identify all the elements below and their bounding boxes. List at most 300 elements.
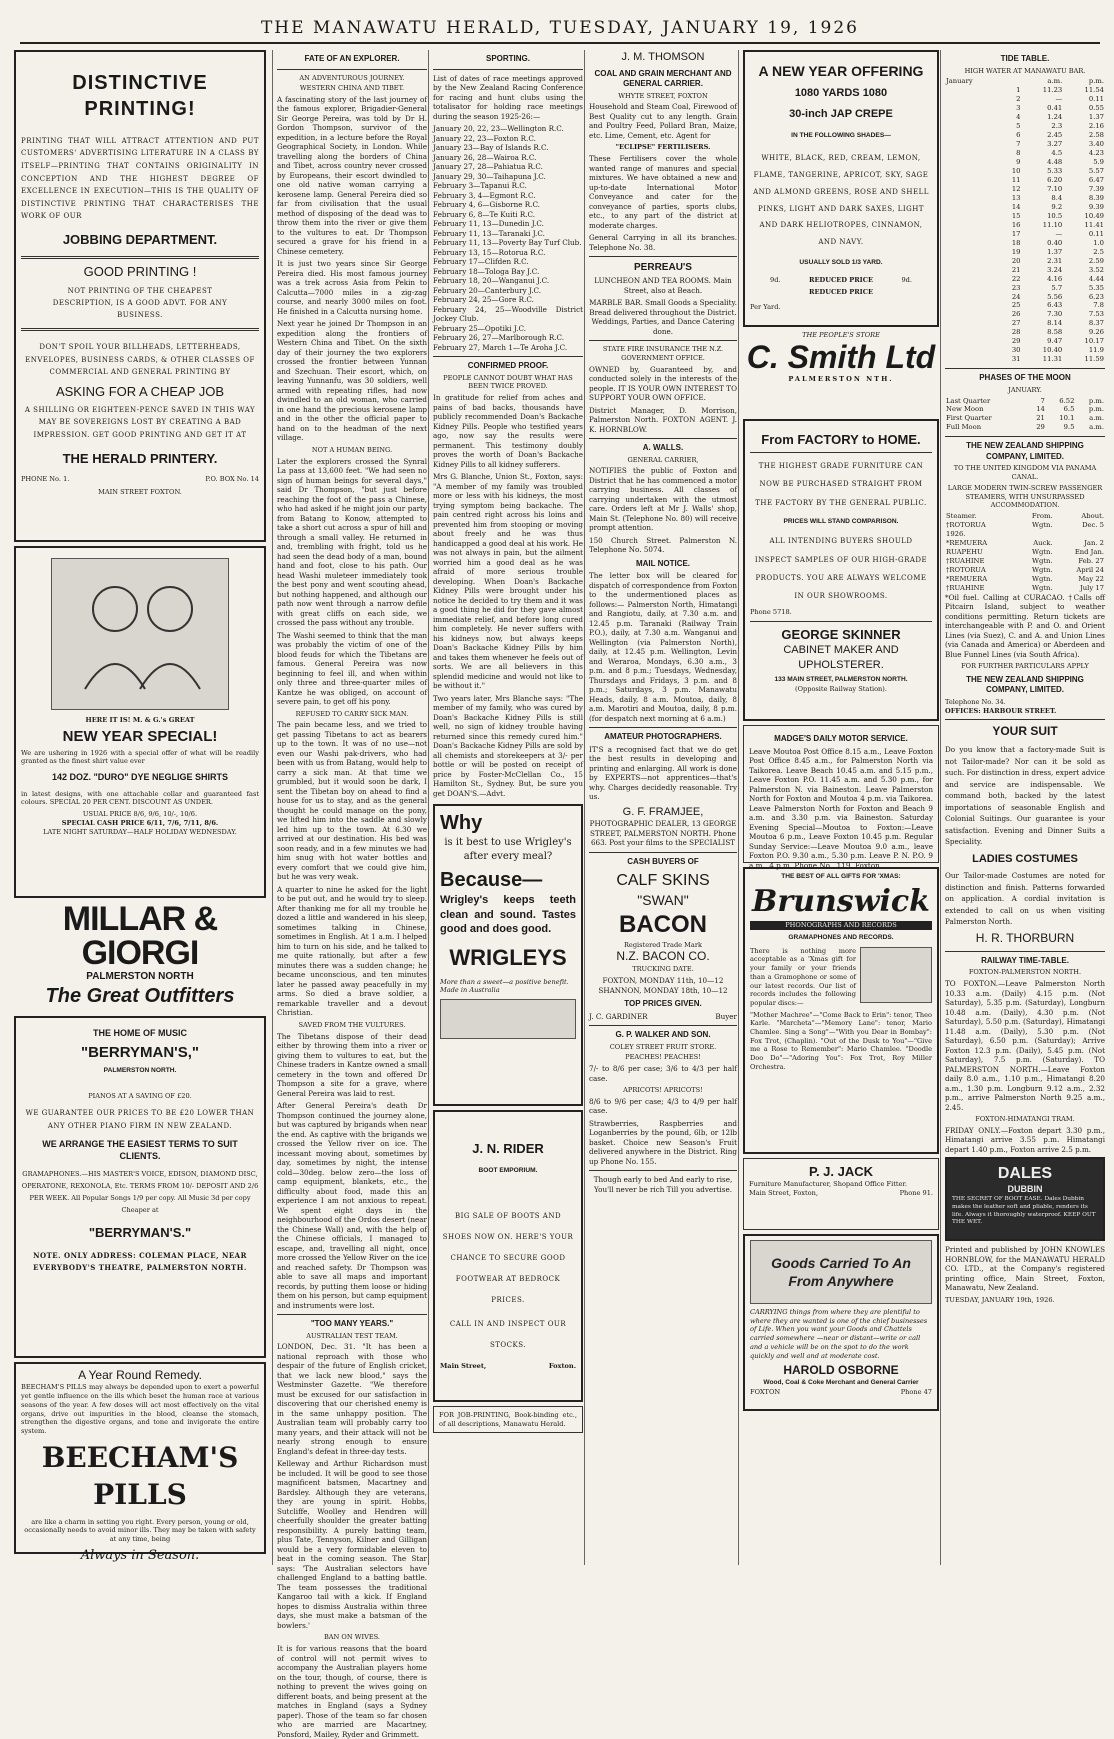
moon-cell: a.m.: [1089, 414, 1104, 423]
moon-cell: a.m.: [1089, 423, 1104, 432]
logo-text: MILLAR & GIORGI: [62, 900, 218, 972]
tide-am: 9.47: [1047, 337, 1063, 346]
ship-cell: End Jan.: [1074, 547, 1104, 556]
shipping-table: [945, 512, 1105, 593]
ship-cell: Jan. 2: [1084, 538, 1104, 547]
ship-row: [945, 557, 1105, 566]
tide-pm: 11.41: [1084, 220, 1104, 229]
ad-address: Main Street, Foxton,: [749, 1188, 818, 1197]
ad-town: FOXTON: [750, 1387, 781, 1396]
article-paragraph: Next year he joined Dr Thompson in an expedition along the frontiers of Western China and Tibet. On the sixth day of their journey the two explorers crossed the frontier between Yunnan and Szechuan. Their escort, which, on leaving Yunnanfu, was 30 soldiers, well armed with repeating rifles, had now dwindled to an old woman, who carried in one hand the precious kerosene lamp and in the other the official paper to hand on to the headman of the next village.: [277, 319, 427, 443]
tide-pm: 4.44: [1088, 274, 1104, 283]
address: MAIN STREET FOXTON.: [98, 487, 182, 496]
ad-subtitle: USUALLY SOLD 1/3 YARD.: [799, 258, 883, 266]
price: 9d.: [901, 275, 912, 284]
ship-cell: Feb. 27: [1078, 556, 1104, 565]
distinctive-printing-ad: [14, 50, 266, 542]
ship-cell: Wgtn.: [1031, 565, 1053, 574]
race-date-item: January 29, 30—Taihapuna J.C.: [433, 171, 546, 181]
race-date-item: February 11, 13—Taranaki J.C.: [433, 228, 545, 238]
ship-row: [945, 584, 1105, 593]
ad-body: NOT PRINTING OF THE CHEAPEST DESCRIPTION, IS A GOOD ADVT. FOR ANY BUSINESS.: [52, 287, 228, 320]
ad-body: Do you know that a factory-made Suit is not Tailor-made? Nor can it be sold as such. For distinction in dress, expert advice and service are indispensable. We command both, backed by the latest importations of seasonable English and Colonial Suitings. Our guarantee is your satisfaction. Evening and Dinner Suits a Speciality.: [945, 745, 1105, 847]
moon-cell: 9.5: [1063, 423, 1075, 432]
article-subhead: AUSTRALIAN TEST TEAM.: [306, 1331, 398, 1340]
per-yard: Per Yard.: [750, 303, 781, 312]
ad-body: BEECHAM'S PILLS may always be depended upon to exert a powerful yet gentle influence on the ills which beset the human race at various seasons of the year. A few doses will act most effectively on the vital organs, drive out impurities in the blood, cleanse the stomach, strengthen the digestive organs, and tone and invigorate the entire system.: [21, 1383, 259, 1435]
tide-day: 4: [1016, 113, 1021, 122]
moon-cell: 6.52: [1059, 396, 1075, 405]
tide-pm: 10.49: [1084, 211, 1104, 220]
shipping-route: TO THE UNITED KINGDOM VIA PANAMA CANAL.: [953, 464, 1097, 482]
ad-title: G. P. WALKER AND SON.: [615, 1030, 711, 1040]
moon-cell: 7: [1040, 396, 1045, 405]
job-printing-notice: FOR JOB-PRINTING, Book-binding etc., of all descriptions, Manawatu Herald.: [433, 1406, 583, 1433]
tide-subtitle: HIGH WATER AT MANAWATU BAR.: [964, 66, 1086, 75]
logo-top: THE PEOPLE'S STORE: [802, 331, 880, 339]
logo-sub: PHONOGRAPHS AND RECORDS: [750, 921, 932, 930]
ad-address: WHYTE STREET, FOXTON: [618, 91, 708, 100]
tide-am: 2.3: [1051, 122, 1063, 131]
ad-heading: TOP PRICES GIVEN.: [624, 999, 702, 1008]
ad-phone: Phone 91.: [899, 1188, 933, 1197]
portrait-icon: [65, 569, 215, 699]
tide-row: [945, 131, 1105, 140]
buyer-name: J. C. GARDINER: [589, 1011, 648, 1021]
ad-subtitle: Wood, Coal & Coke Merchant and General Carrier: [763, 1379, 919, 1387]
tide-am: 5.7: [1051, 283, 1063, 292]
ad-body: 7/- to 8/6 per case; 3/6 to 4/3 per half case.: [589, 1064, 737, 1083]
race-date-item: February 3, 4—Egmont R.C.: [433, 190, 536, 200]
ad-body: DON'T SPOIL YOUR BILLHEADS, LETTERHEADS, ENVELOPES, BUSINESS CARDS, & OTHER CLASSES OF COMMERCIAL AND GENERAL PRINTING BY: [25, 342, 255, 377]
ad-body: Made in Australia: [440, 986, 500, 995]
article-paragraph: In gratitude for relief from aches and pains of bad backs, thousands have publicly recommended Doan's Backache Kidney Pills. People who testified years ago, now say the results were permanent. This testimony doubly proves the worth of Doan's Backache Kidney Pills to all kidney sufferers.: [433, 393, 583, 469]
article-paragraph: It is for various reasons that the board of control will not permit wives to accompany the Australian players home on the tour, though, of course, there is nothing to prevent the wives going on different boats, and being present at the matches in England (says a Sydney paper). Those of the team so far chosen who are married are Macartney, Ponsford, Mailey, Ryder and Grimmett.: [277, 1644, 427, 1739]
race-date-item: January 26, 28—Wairoa R.C.: [433, 152, 537, 162]
millar-giorgi-ad: [14, 546, 266, 898]
race-date-item: January 22, 23—Foxton R.C.: [433, 133, 536, 143]
tide-pm: 6.23: [1088, 292, 1104, 301]
article-paragraph: LONDON, Dec. 31. "It has been a national reproach with those who despair of the future of English cricket, that we lack new blood," says the Westminster Gazette. "We therefore must be excused for our satisfaction in discovering that our cherished enemy is in the same unhappy position. The Australian team will probably carry too many years, and their attack will not be nearly strong enough to ensure England's defeat in three-day tests.: [277, 1342, 427, 1456]
ad-heading: THE HOME OF MUSIC: [93, 1027, 187, 1038]
tide-day: 19: [1011, 247, 1021, 256]
ad-heading: ASKING FOR A CHEAP JOB: [55, 383, 225, 399]
ship-cell: [1054, 530, 1105, 539]
tide-row: [945, 203, 1105, 212]
notice-body: The letter box will be cleared for dispatch of correspondence from Foxton to the undermentioned places as follows:— Palmerston North, Himatangi and Rangiotu, daily, at 7.30 a.m. and 12.45 p.m. Taranaki (Railway Train P.O.), daily, at 7.30 a.m. Wanganui and Wellington (via Palmerston North), daily, at 12.45 p.m. Wellington, Levin and Weraroa, Mondays, 6.30 a.m., 3 p.m. and 8 p.m.; Tuesdays, Wednesday, Thursdays and Fridays, 3 p.m. and 8 p.m.; Saturdays, 3 p.m. Manawatu Heads, daily, 8 a.m. Moutoa, daily, 8 a.m. Marotiri and Moutoa, daily, 8 p.m. (for despatch next morning at 6 a.m.): [589, 571, 737, 723]
ad-heading: PRICES WILL STAND COMPARISON.: [783, 517, 899, 525]
tide-day: 21: [1011, 265, 1021, 274]
ad-title: A. WALLS.: [642, 443, 684, 453]
ship-row: [945, 566, 1105, 575]
ad-place: PALMERSTON NORTH.: [103, 1067, 177, 1075]
tide-am: 11.31: [1042, 355, 1063, 364]
ad-title: LADIES COSTUMES: [972, 852, 1078, 865]
shipping-offices: OFFICES: HARBOUR STREET.: [945, 706, 1057, 715]
article-paragraph: Two years later, Mrs Blanche says: "The member of my family, who was cured by Doan's Backache Kidney Pills is still well, no sign of kidney trouble having returned since this remedy cured him." Doan's Backache Kidney Pills are sold by all chemists and storekeepers at 3/- per bottle or will be posted on receipt of price by Foster-McClellan Co., 15 Hamilton St., Sydney. But, be sure you get DOAN'S.—Advt.: [433, 693, 583, 798]
ship-cell: Wgtn.: [1031, 556, 1053, 565]
article-paragraph: Later the explorers crossed the Synral La pass at 13,600 feet. "We had seen no sign of human beings for several days," said Dr Thompson, "but just before reaching the foot of the pass a Chinese, who had asked if he might join our party from Batang to Konow, attempted to take a short cut across a spur of hill and through a small valley. He returned in and, trembling with fright, told us he had seen the dead body of a man, bound hand and foot, close to his path. Our head Washi muleteer immediately took the best pony and went scouting ahead, but nothing happened, and although our path now went through a narrow defile with great cliffs on each side, we crossed the pass without any trouble.: [277, 456, 427, 628]
tide-day: 2: [1016, 95, 1021, 104]
tide-table: [945, 77, 1105, 364]
tide-day: 27: [1011, 319, 1021, 328]
ad-title: GRAMAPHONES AND RECORDS.: [788, 934, 894, 941]
moon-cell: 10.1: [1059, 414, 1075, 423]
shipping-company: THE NEW ZEALAND SHIPPING COMPANY, LIMITED.: [966, 674, 1084, 695]
moon-cell: 6.5: [1063, 405, 1075, 414]
ad-subtitle: CABINET MAKER AND UPHOLSTERER.: [783, 644, 899, 671]
ad-title: HAROLD OSBORNE: [783, 1363, 899, 1378]
article-paragraph: It is just two years since Sir George Pereira died. His most famous journey was a trek across Asia from Pekin to Calcutta—7000 miles in a zig-zag course, and nearly 3000 miles on foot. He finished in a Calcutta nursing home.: [277, 259, 427, 316]
tide-am: 6.43: [1047, 301, 1063, 310]
tide-row: [945, 113, 1105, 122]
ad-heading: PEACHES! PEACHES!: [625, 1053, 701, 1062]
article-paragraph: The Tibetans dispose of their dead either by throwing them into a river or giving them to vultures to eat, but the Chinese traders in Kantze owned a small cemetery in the town and offered Dr Thompson a site for a grave, where General Pereira was laid to rest.: [277, 1031, 427, 1098]
tram-title: FOXTON-HIMATANGI TRAM.: [975, 1115, 1075, 1124]
tide-pm: 3.40: [1088, 140, 1104, 149]
ad-body: Furniture Manufacturer, Shopand Office Fitter.: [749, 1180, 907, 1189]
tide-day: 3: [1016, 104, 1021, 113]
beechams-ad: [14, 1362, 266, 1563]
ad-body: We are ushering in 1926 with a special offer of what will be readily granted as the finest shirt value ever: [21, 748, 259, 766]
tide-am: 3.24: [1047, 265, 1063, 274]
ad-title: AMATEUR PHOTOGRAPHERS.: [604, 732, 722, 742]
tide-day: 10: [1011, 166, 1021, 175]
ad-tagline: HERE IT IS! M. & G.'s GREAT: [85, 716, 195, 724]
tide-row: [945, 248, 1105, 257]
column-2: [272, 50, 427, 1739]
moon-cell: Last Quarter: [946, 396, 991, 405]
ad-body: MARBLE BAR. Small Goods a Speciality. Bread delivered throughout the District. Weddings, Parties, and Dance Catering done.: [589, 298, 737, 336]
tide-day: 25: [1011, 301, 1021, 310]
ship-cell: †ROTORUA: [946, 565, 986, 574]
tide-day: 31: [1011, 355, 1021, 364]
special-price: SPECIAL CASH PRICE 6/11, 7/6, 7/11, 8/6.: [61, 818, 219, 827]
logo-sub: PALMERSTON NORTH: [86, 971, 194, 982]
tide-pm: 10.17: [1084, 337, 1104, 346]
men-illustration: [51, 558, 229, 710]
race-date-item: February 4, 6—Gisborne R.C.: [433, 200, 540, 210]
tide-row: [945, 167, 1105, 176]
article-subhead: WESTERN CHINA AND TIBET.: [299, 84, 405, 93]
ad-heading: TRUCKING DATE.: [632, 965, 694, 974]
ad-body: Our Tailor-made Costumes are noted for distinction and finish. Patterns forwarded on application. A cordial invitation is extended to call on us when visiting Palmerston North.: [945, 871, 1105, 927]
ad-title: NEW YEAR SPECIAL!: [62, 727, 218, 745]
rail-subtitle: FOXTON-PALMERSTON NORTH.: [968, 968, 1082, 977]
ad-body: These Fertilisers cover the whole wanted range of manures and special mixtures. We have obtained a new and up-to-date International Motor Conveyance and cater for the conveyance of parties, sports clubs, etc., to any part of the district at moderate charges.: [589, 154, 737, 230]
tide-pm: 0.11: [1088, 229, 1104, 238]
tide-am: 11.23: [1042, 86, 1063, 95]
article-subhead: PEOPLE CANNOT DOUBT WHAT HAS BEEN TWICE PROVED.: [443, 373, 573, 391]
ad-body: More than a sweet—a positive benefit.: [440, 977, 569, 986]
ad-heading: THE HERALD PRINTERY.: [62, 450, 218, 466]
ad-phone: Phone 47: [900, 1387, 932, 1396]
ship-cell: Wgtn.: [1031, 547, 1053, 556]
tide-row: [945, 355, 1105, 364]
tide-row: [945, 149, 1105, 158]
ad-body: is it best to use Wrigley's after every meal?: [444, 837, 572, 862]
ad-title: From FACTORY to HOME.: [761, 432, 921, 447]
ad-body: Household and Steam Coal, Firewood of Best Quality cut to any length. Grain and Poultry Feed, Pollard Bran, Maize, etc. Lime, Cement, etc. Agent for: [589, 102, 737, 140]
tide-row: [945, 158, 1105, 167]
race-date-item: February 20—Canterbury J.C.: [433, 285, 542, 295]
tide-day: 8: [1016, 149, 1021, 157]
ad-body: CALL IN AND INSPECT OUR STOCKS.: [449, 1319, 567, 1349]
ad-body: WE GUARANTEE OUR PRICES TO BE £20 LOWER THAN ANY OTHER PIANO FIRM IN NEW ZEALAND.: [25, 1108, 255, 1130]
tide-row: [945, 284, 1105, 293]
tide-am: 10.40: [1042, 346, 1063, 355]
tide-am: 8.58: [1047, 328, 1063, 337]
ad-heading: CASH BUYERS OF: [627, 856, 699, 866]
ad-body: WHITE, BLACK, RED, CREAM, LEMON, FLAME, TANGERINE, APRICOT, SKY, SAGE AND ALMOND GREENS, ROSE AND SHELL PINKS, LIGHT AND DARK SAXES, LIGHT AND DARK HELIOTROPES, CINNAMON, AND NAVY.: [753, 154, 929, 247]
tide-am: 1.24: [1047, 113, 1063, 122]
ad-heading: 30-inch JAP CREPE: [789, 107, 893, 120]
town: Foxton.: [548, 1361, 576, 1370]
ad-title: A NEW YEAR OFFERING: [758, 63, 924, 79]
ad-heading: THE BEST OF ALL GIFTS FOR 'XMAS:: [781, 873, 901, 880]
ad-tagline: Always in Season.: [80, 1547, 200, 1563]
ad-title: "BERRYMAN'S,": [80, 1044, 200, 1062]
logo-sub: PALMERSTON NTH.: [788, 374, 894, 383]
ad-body: CARRYING things from where they are plentiful to where they are wanted is one of the chief businesses of Life. When you want your Goods and Chattels carried somewhere —near or distant—write or call and a vehicle will be on the spot to do the work quickly and well and at moderate cost.: [750, 1308, 928, 1360]
tide-day: 12: [1011, 184, 1021, 193]
moon-cell: p.m.: [1088, 396, 1104, 405]
tide-row: [945, 275, 1105, 284]
ad-body: OWNED by, Guaranteed by, and conducted solely in the interests of the people. IT IS YOUR OWN INTEREST TO SUPPORT YOUR OWN OFFICE.: [589, 364, 737, 403]
ad-body: NOTIFIES the public of Foxton and District that he has commenced a motor carrying business. All classes of carrying undertaken with the utmost care. Orders left at Mr J. Walls' shop, Main St. (Telephone No. 80) will receive prompt attention.: [589, 466, 737, 533]
tide-pm: 9.39: [1088, 202, 1104, 211]
tide-day: 7: [1016, 140, 1021, 149]
race-date-item: January 20, 22, 23—Wellington R.C.: [433, 124, 564, 134]
tide-am: 8.4: [1051, 193, 1063, 202]
tram-body: FRIDAY ONLY.—Foxton depart 3.30 p.m., Himatangi arrive 3.55 p.m. Himatangi depart 1.40 p.m., Foxton arrive 2.5 p.m.: [945, 1125, 1105, 1154]
ad-title: J. N. RIDER: [472, 1141, 544, 1156]
tide-row: [945, 212, 1105, 221]
record-list: "Mother Machree"—"Come Back to Erin": tenor, Theo Karle. "Marcheta"—"Memory Lane": tenor, Mario Chamlee. Sing a Song"—"With you Dear in Bombay": Fox Trot, (Chaplin). "Out of the Dusk to You"—"Give me a Rose to Remember": Mario Chamlee. "Doodle Doo Do"—"Adoring You": Fox Trot, Roy Miller Orchestra.: [750, 1010, 932, 1071]
ship-row: [945, 530, 1105, 539]
tide-pm: 2.58: [1088, 131, 1104, 140]
ad-body: A SHILLING OR EIGHTEEN-PENCE SAVED IN THIS WAY MAY BE SOVEREIGNS LOST BY CREATING A BAD IMPRESSION. GET GOOD PRINTING AND GET IT AT: [24, 405, 256, 440]
ship-cell: April 24: [1076, 565, 1104, 574]
logo-tag: The Great Outfitters: [45, 985, 235, 1008]
tide-row: [945, 140, 1105, 149]
column-4: [584, 50, 737, 1565]
tide-day: 29: [1011, 337, 1021, 346]
ship-row: [945, 521, 1105, 530]
tide-row: [945, 86, 1105, 95]
late-night: LATE NIGHT SATURDAY—HALF HOLIDAY WEDNESDAY.: [43, 827, 237, 836]
ship-cell: *REMUERA: [946, 574, 988, 583]
tide-am: 7.10: [1047, 184, 1063, 193]
ad-body: Leave Moutoa Post Office 8.15 a.m., Leave Foxton Post Office 8.45 a.m., for Palmerston North via Taikorea. Leave Beach 10.45 a.m. and 5.15 p.m., Leave Foxton P.O. 11.45 a.m. and 5.30 p.m., for Palmerston N. via Baineston. Leave Palmerston North for Foxton and Moutoa 4 p.m. via Taikorea. Leave Palmerston North for Foxton and Beach 9 a.m. and 3.30 p.m. via Baineston. Saturday Evening Special—Moutoa to Foxton:—Leave Moutoa 6 p.m., Leave Foxton 10.45 p.m. Regular Sunday Service:—Leave Moutoa 9.0 a.m., leave Foxton P.O. 9.30 a.m., 5.30 p.m. Leave P. N. P.O. 9 a.m., 4 p.m. Phone No., 119, Foxton.: [749, 746, 933, 870]
ad-title: H. R. THORBURN: [975, 930, 1075, 945]
article-paragraph: Kelleway and Arthur Richardson must be included. It will be good to see those magnificent batsmen, Macartney and Bardsley. Although they are veterans, they are young in spirit. Hobbs, Sutcliffe, Woolley and Hendren will cheerfully shoulder the greater batting responsibility. A purely batting team, plus Tate, Tennyson, Kilner and Gilligan would be a very formidable eleven to beat in the coming season. The Star says: 'The Australian selectors have challenged England to a batting battle. The team possesses the traditional Kangaroo tail with a kick. If England hopes to dismiss Australia within three days, she must make a batsman of the bowlers.': [277, 1459, 427, 1630]
ad-body: 8/6 to 9/6 per case; 4/3 to 4/9 per half case.: [589, 1096, 737, 1116]
tide-day: 13: [1011, 193, 1021, 202]
shipping-phone: Telephone No. 34.: [945, 698, 1006, 706]
bacon-logo: BACON: [619, 911, 707, 939]
ad-title: YOUR SUIT: [992, 724, 1058, 739]
race-date-item: February 27, March 1—Te Aroha J.C.: [433, 342, 568, 352]
tide-row: [945, 239, 1105, 248]
article-paragraph: The pain became less, and we tried to get passing Tibetans to act as bearers up to the town. It was of no use—not even our Washi pak-drivers, who had been with us from Batang, would help to carry a sick man. At that time we grumbled, but it would soon be dark, I sent the Tibetan boy on ahead to find a house for us to stay, and as the general thought he could manage on the pony, we lifted him into the saddle and slowly led him up to the town. At 6.30 we arrived at our destination. His bed was soon ready, and in a few minutes we had him snug with hot water bottles and every comfort that we could give him, but he was very weak.: [277, 720, 427, 882]
ad-phone: Phone 5718.: [750, 608, 792, 617]
ad-heading: 142 DOZ. "DURO" DYE NEGLIGE SHIRTS: [51, 771, 229, 782]
tide-am: 0.40: [1047, 238, 1063, 247]
ad-body: IT'S a recognised fact that we do get the best results in developing and printing and enlarging. All work is done by EXPERTS—not apprentices—that's why. Charges decidedly reasonable. Try us.: [589, 744, 737, 802]
ship-cell: *REMUERA: [946, 538, 988, 547]
masthead: THE MANAWATU HERALD, TUESDAY, JANUARY 19, 1926: [20, 18, 1100, 44]
tide-am: 4.5: [1051, 149, 1063, 157]
goods-title: Goods Carried To An: [771, 1254, 911, 1271]
gum-pack-illustration: [440, 999, 576, 1039]
tide-row: [945, 337, 1105, 346]
ad-note: NOTE. ONLY ADDRESS: COLEMAN PLACE, NEAR EVERYBODY'S THEATRE, PALMERSTON NORTH.: [33, 1250, 247, 1273]
notice-title: MAIL NOTICE.: [635, 558, 691, 568]
reduced-label: REDUCED PRICE: [808, 275, 874, 284]
tide-day: 9: [1016, 157, 1021, 166]
ad-body: FOXTON, MONDAY 11th, 10—12 SHANNON, MONDAY 18th, 10—12: [598, 976, 728, 995]
moon-row: [945, 414, 1105, 423]
ad-heading: 1080 YARDS 1080: [794, 87, 888, 100]
ship-cell: RUAPEHU: [946, 547, 983, 556]
ad-body: THE HIGHEST GRADE FURNITURE CAN NOW BE PURCHASED STRAIGHT FROM THE FACTORY BY THE GENERAL PUBLIC.: [755, 462, 927, 507]
cart-illustration: [750, 1240, 932, 1304]
tide-am: 4.48: [1047, 157, 1063, 166]
ship-col-header: About.: [1081, 511, 1104, 520]
tide-day: 14: [1011, 202, 1021, 211]
ship-cell: July 17: [1080, 583, 1104, 592]
article-paragraph: After General Pereira's death Dr Thompson continued the journey alone, but was captured by brigands when near the end. As captive with the brigands we crossed the Yellow river on ice. The incessant moving about, sometimes by day, sometimes by night, the intense cold—30deg. below zero—the loss of camp equipment, blankets, etc., the difficulty about food, made this an experience I am not anxious to repeat. We spent eight days in the neighbourhood of the Ordos desert (near the Chinese Wall) and, with the help of the Chinese officials, I managed to escape, and, travelling all night, once more crossed the Yellow River on the ice and reached safety. Dr Thompson was able to save all maps and important records, by putting them loose or hiding them on his person, but camp equipment and instruments were lost.: [277, 1101, 427, 1310]
tide-day: 22: [1011, 274, 1021, 283]
tide-am: 9.2: [1051, 202, 1063, 211]
column-6: [940, 50, 1105, 1565]
tide-row: [945, 266, 1105, 275]
race-dates-list: [433, 124, 583, 352]
usual-price: USUAL PRICE 8/6, 9/6, 10/-, 10/6.: [82, 810, 198, 819]
gramophone-illustration: [860, 947, 932, 1003]
moon-title: PHASES OF THE MOON: [979, 373, 1071, 383]
tide-pm: 2.16: [1088, 122, 1104, 131]
ad-body: General Carrying in all its branches. Telephone No. 38.: [589, 233, 737, 252]
brunswick-ad: [743, 867, 939, 1154]
tide-pm: 8.39: [1088, 193, 1104, 202]
tide-row: [945, 257, 1105, 266]
tide-pm: 11.9: [1088, 346, 1104, 355]
tide-pm: 6.47: [1088, 175, 1104, 184]
tide-pm: 9.26: [1088, 328, 1104, 337]
ad-title: "BERRYMAN'S.": [88, 1225, 192, 1241]
ad-title: MADGE'S DAILY MOTOR SERVICE.: [774, 734, 908, 743]
tide-pm: 1.37: [1088, 113, 1104, 122]
tide-am: 8.14: [1047, 319, 1063, 328]
trade-mark: Registered Trade Mark: [623, 940, 703, 949]
tide-row: [945, 301, 1105, 310]
race-date-item: February 24, 25—Gore R.C.: [433, 295, 534, 305]
article-subhead: SAVED FROM THE VULTURES.: [298, 1020, 406, 1029]
article-headline: CONFIRMED PROOF.: [467, 361, 549, 371]
tide-pm: 5.35: [1088, 283, 1104, 292]
moon-table: [945, 397, 1105, 433]
article-paragraph: A quarter to nine he asked for the light to be put out, and he would try to sleep. After thanking me for all my trouble he dozed a little and wandered in his sleep, sometimes talking in Chinese, sometimes in English. At 1 a.m. I helped him to turn on his side, and he talked to me quite rationally, but after a few minutes there was a sudden change; he became unconscious, and ten minutes later he passed away peacefully in my arms. So died a brave soldier, a remarkable traveller and a devout Christian.: [277, 884, 427, 1018]
article-headline: FATE OF AN EXPLORER.: [304, 54, 400, 63]
tide-row: [945, 185, 1105, 194]
tide-month: January: [946, 77, 973, 86]
tide-am: —: [1055, 229, 1063, 238]
ad-title: "SWAN": [637, 891, 689, 908]
ad-heading: JOBBING DEPARTMENT.: [62, 231, 218, 247]
ad-body: There is nothing more acceptable as a 'Xmas gift for your family or your friends than a Gramophone or some of our latest records. Our list of records includes the following popular discs:—: [750, 946, 856, 1007]
tide-pm-header: p.m.: [1088, 77, 1104, 86]
tide-pm: 7.53: [1088, 310, 1104, 319]
ad-subtitle: COAL AND GRAIN MERCHANT AND GENERAL CARRIER.: [594, 68, 732, 89]
ad-heading: "ECLIPSE" FERTILISERS.: [615, 143, 711, 152]
race-date-item: February 11, 13—Dunedin J.C.: [433, 219, 544, 229]
tide-pm: 5.9: [1093, 157, 1104, 166]
ad-body: are like a charm in setting you right. Every person, young or old, occasionally needs to avoid minor ills. They may be taken with safety at any time, being: [24, 1517, 256, 1543]
moon-cell: 21: [1036, 414, 1045, 423]
ad-title: N.Z. BACON CO.: [616, 949, 710, 964]
tide-am: 1.37: [1047, 247, 1063, 256]
po-box: P.O. BOX No. 14: [205, 474, 259, 483]
tide-am: 7.30: [1047, 310, 1063, 319]
ad-title: J. M. THOMSON: [621, 51, 705, 63]
smith-logo: [743, 331, 939, 413]
rail-body: TO FOXTON.—Leave Palmerston North 10.33 a.m. (Daily) 4.15 p.m. (Not Saturday), 5.35 p.m. (Saturday), Longburn 10.48 a.m. (Daily), 4.30 p.m. (Not Saturday), 5.50 p.m. (Saturday), Himatangi 11.48 a.m. (Daily), 5.30 p.m. (Not Saturday), 6.50 p.m. (Saturday); Arrive Foxton 12.3 p.m. (Daily), 5.45 p.m. (Not Saturday), 7.5 p.m. (Saturday). TO PALMERSTON NORTH.—Leave Foxton daily 8.0 a.m., 1.10 p.m., Himatangi 8.20 a.m., 1.30 p.m. Longburn 9.12 a.m., 2.32 p.m., arrive Palmerston North 9.25 a.m., 2.45.: [945, 979, 1105, 1112]
ad-address: 133 MAIN STREET, PALMERSTON NORTH.: [774, 676, 908, 684]
tide-pm: 4.23: [1088, 149, 1104, 157]
tide-am: 3.27: [1047, 140, 1063, 149]
ad-title: Why: [440, 812, 483, 834]
article-paragraph: List of dates of race meetings approved by the New Zealand Racing Conference for racing and hunt clubs using the totalisator for holding race meetings during the season 1925-26:—: [433, 73, 583, 121]
moon-month: JANUARY.: [1008, 385, 1042, 394]
tide-pm: 7.39: [1088, 184, 1104, 193]
beechams-logo: BEECHAM'S PILLS: [41, 1440, 239, 1511]
article-headline: "TOO MANY YEARS.": [310, 1319, 394, 1329]
ship-row: [945, 548, 1105, 557]
shipping-notes: *Oil fuel. Calling at CURACAO. †Calls off Pitcairn Island, subject to weather conditions permitting. Return tickets are interchangeable with P. and O. and Orient Lines (via Suez), C. and A. and Union Lines (via Canada and America) or Aberdeen and Blue Funnel Lines (via South Africa).: [945, 592, 1105, 659]
article-subhead: NOT A HUMAN BEING.: [311, 445, 393, 454]
street: Main Street,: [440, 1361, 487, 1370]
tide-pm: 8.37: [1088, 319, 1104, 328]
tide-pm: 2.59: [1088, 256, 1104, 265]
tide-day: 16: [1011, 220, 1021, 229]
millar-giorgi-logo: [14, 902, 266, 1010]
article-paragraph: Mrs G. Blanche, Union St., Foxton, says: "A member of my family was troubled more or less with his kidneys, the most trying symptom being backache. The pain centred right across his loins and prevented him from stooping or moving about freely and he was thus handicapped a good deal at his work. He was not always in pain, but the ailment worried him a good deal as he was afraid of more serious trouble developing. When Doan's Backache Kidney Pills were brought under his notice he decided to try them and it was a good thing he did for they gave almost immediate relief, and before long cured him completely. He never suffers with his kidneys now, but always keeps Doan's Backache Kidney Pills by him and takes them whenever he feels out of sorts. We are all believers in this splendid medicine and would not like to be without it.": [433, 472, 583, 690]
race-date-item: February 24, 25—Woodville District Jockey Club.: [433, 304, 583, 324]
tide-day: 24: [1011, 292, 1021, 301]
ad-body: in latest designs, with one attachable collar and guaranteed fast colours. SPECIAL 20 PER CENT. DISCOUNT AS UNDER.: [21, 789, 259, 807]
shipping-further: FOR FURTHER PARTICULARS APPLY: [961, 662, 1089, 671]
tide-day: 28: [1011, 328, 1021, 337]
ship-row: [945, 539, 1105, 548]
ad-heading: A Year Round Remedy.: [78, 1367, 202, 1382]
ad-body: LUNCHEON AND TEA ROOMS. Main Street, also at Beach.: [594, 276, 732, 295]
tide-am: —: [1055, 95, 1063, 104]
rhyme: Though early to bed And early to rise, You'll never be rich Till you advertise.: [593, 1175, 733, 1194]
madge-motor-ad: [743, 725, 939, 870]
article-paragraph: A fascinating story of the last journey of the famous explorer, Brigadier-General Sir George Pereira, was told by Dr H. Gordon Thompson, survivor of the expedition, in a lecture before the Royal Geographical Society, in London. While travelling along the borders of China and Tibet, across country never crossed by Europeans, their escort dwindled to one old native woman carrying a kerosene lamp. General Pereira died so far from civilisation that the usual method of disposing of the dead was to throw them into the river or give them to the vultures to eat. Dr Thompson secured a grave for his friend in a Chinese cemetery.: [277, 94, 427, 256]
ship-cell: Wgtn.: [1031, 583, 1053, 592]
ad-body: PRINTING THAT WILL ATTRACT ATTENTION AND PUT CUSTOMERS' ADVERTISING LITERATURE IN A CLASS BY ITSELF—PRINTING THAT CONTAINS ORIGINALITY IN CONCEPTION AND THE HIGHEST DEGREE OF EXCELLENCE IN EXECUTION—THIS IS THE QUALITY OF DISTINCTIVE PRINTING THAT CHARACTERISES THE WORK OF OUR: [21, 136, 259, 221]
tide-day: 11: [1011, 175, 1021, 184]
ad-heading: APRICOTS! APRICOTS!: [623, 1086, 703, 1094]
rail-title: RAILWAY TIME-TABLE.: [981, 955, 1069, 965]
moon-cell: p.m.: [1088, 405, 1104, 414]
ship-cell: 1926.: [946, 529, 966, 538]
shipping-title: THE NEW ZEALAND SHIPPING COMPANY, LIMITED.: [966, 441, 1084, 461]
ad-title: PERREAU'S: [634, 262, 692, 274]
